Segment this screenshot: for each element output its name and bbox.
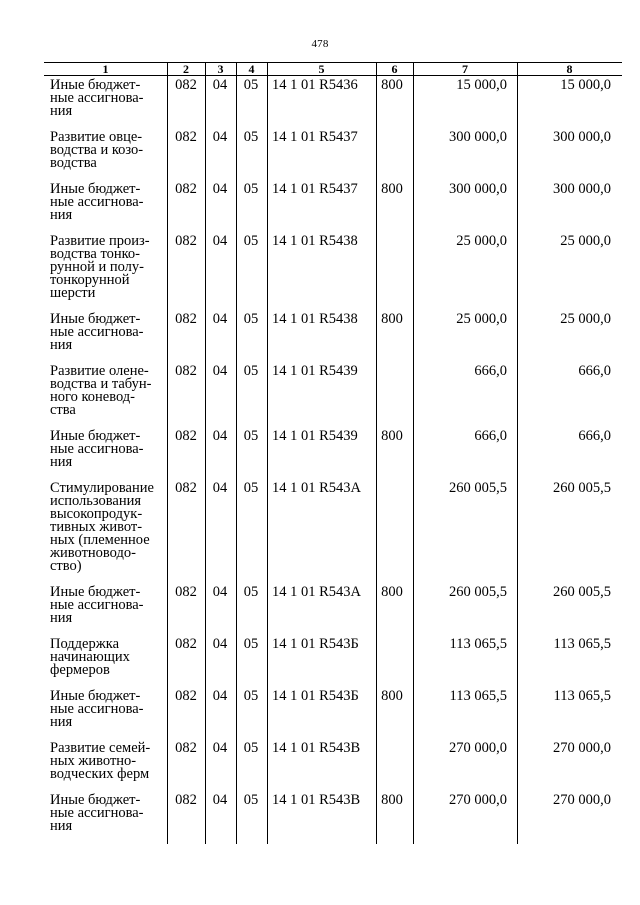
row-value8-cell: 270 000,0 (553, 792, 611, 808)
row-col3-cell: 04 (212, 311, 228, 327)
row-code-cell: 14 1 01 R5437 (272, 181, 358, 197)
row-name-cell: Иные бюджет- ные ассигнова- ния (50, 688, 144, 730)
row-value7-cell: 113 065,5 (449, 688, 507, 704)
row-col2-cell: 082 (175, 480, 197, 496)
row-name-cell: Поддержка начинающих фермеров (50, 636, 130, 678)
row-col4-cell: 05 (243, 363, 259, 379)
row-col3-cell: 04 (212, 480, 228, 496)
row-col2-cell: 082 (175, 740, 197, 756)
row-col2-cell: 082 (175, 77, 197, 93)
row-value8-cell: 300 000,0 (553, 129, 611, 145)
row-col4-cell: 05 (243, 636, 259, 652)
row-value7-cell: 25 000,0 (456, 233, 507, 249)
row-name-cell: Стимулирование использования высокопродук- тивных живот- ных (племенное животноводо- ство) (50, 480, 154, 574)
row-value7-cell: 25 000,0 (456, 311, 507, 327)
row-name-cell: Иные бюджет- ные ассигнова- ния (50, 77, 144, 119)
row-value7-cell: 300 000,0 (449, 181, 507, 197)
column-divider (267, 62, 268, 844)
column-divider (376, 62, 377, 844)
row-col4-cell: 05 (243, 688, 259, 704)
row-col3-cell: 04 (212, 636, 228, 652)
row-name-cell: Развитие овце- водства и козо- водства (50, 129, 144, 171)
row-code-cell: 14 1 01 R5437 (272, 129, 358, 145)
row-code-cell: 14 1 01 R543Б (272, 636, 359, 652)
row-value7-cell: 270 000,0 (449, 740, 507, 756)
row-col4-cell: 05 (243, 792, 259, 808)
header-col-3: 3 (217, 62, 224, 76)
row-col4-cell: 05 (243, 584, 259, 600)
row-name-cell: Иные бюджет- ные ассигнова- ния (50, 311, 144, 353)
row-col4-cell: 05 (243, 428, 259, 444)
header-col-4: 4 (248, 62, 255, 76)
row-col6-cell: 800 (381, 311, 403, 327)
row-col3-cell: 04 (212, 584, 228, 600)
row-code-cell: 14 1 01 R543A (272, 480, 362, 496)
budget-table (44, 62, 622, 844)
row-col3-cell: 04 (212, 428, 228, 444)
column-divider (205, 62, 206, 844)
row-col3-cell: 04 (212, 688, 228, 704)
column-divider (236, 62, 237, 844)
row-col3-cell: 04 (212, 181, 228, 197)
row-name-cell: Развитие олене- водства и табун- ного коневод- ства (50, 363, 152, 418)
row-code-cell: 14 1 01 R5438 (272, 233, 358, 249)
row-value8-cell: 260 005,5 (553, 584, 611, 600)
row-value8-cell: 260 005,5 (553, 480, 611, 496)
row-code-cell: 14 1 01 R5436 (272, 77, 358, 93)
header-col-8: 8 (566, 62, 573, 76)
row-col2-cell: 082 (175, 181, 197, 197)
row-name-cell: Развитие семей- ных животно- водческих ферм (50, 740, 151, 782)
row-name-cell: Иные бюджет- ные ассигнова- ния (50, 428, 144, 470)
row-col4-cell: 05 (243, 77, 259, 93)
row-col3-cell: 04 (212, 233, 228, 249)
row-col3-cell: 04 (212, 363, 228, 379)
row-code-cell: 14 1 01 R5439 (272, 363, 358, 379)
row-col6-cell: 800 (381, 584, 403, 600)
column-divider (517, 62, 518, 844)
row-col4-cell: 05 (243, 129, 259, 145)
row-value7-cell: 666,0 (474, 428, 507, 444)
row-value7-cell: 260 005,5 (449, 480, 507, 496)
row-code-cell: 14 1 01 R5439 (272, 428, 358, 444)
row-code-cell: 14 1 01 R543Б (272, 688, 359, 704)
row-col3-cell: 04 (212, 77, 228, 93)
row-col2-cell: 082 (175, 233, 197, 249)
row-col4-cell: 05 (243, 740, 259, 756)
row-col2-cell: 082 (175, 129, 197, 145)
row-value7-cell: 113 065,5 (449, 636, 507, 652)
row-value7-cell: 260 005,5 (449, 584, 507, 600)
row-col2-cell: 082 (175, 584, 197, 600)
page-number: 478 (311, 38, 329, 50)
row-col2-cell: 082 (175, 428, 197, 444)
row-value7-cell: 666,0 (474, 363, 507, 379)
row-name-cell: Иные бюджет- ные ассигнова- ния (50, 584, 144, 626)
row-value8-cell: 300 000,0 (553, 181, 611, 197)
row-value7-cell: 15 000,0 (456, 77, 507, 93)
row-name-cell: Иные бюджет- ные ассигнова- ния (50, 792, 144, 834)
row-col3-cell: 04 (212, 740, 228, 756)
row-col2-cell: 082 (175, 688, 197, 704)
header-col-2: 2 (183, 62, 189, 76)
row-col4-cell: 05 (243, 480, 259, 496)
row-value7-cell: 300 000,0 (449, 129, 507, 145)
header-col-5: 5 (318, 62, 325, 76)
row-col3-cell: 04 (212, 129, 228, 145)
row-col6-cell: 800 (381, 77, 403, 93)
row-col2-cell: 082 (175, 636, 197, 652)
row-value8-cell: 666,0 (578, 363, 611, 379)
row-value8-cell: 25 000,0 (560, 233, 611, 249)
column-divider (413, 62, 414, 844)
row-col4-cell: 05 (243, 233, 259, 249)
row-name-cell: Развитие произ- водства тонко- рунной и полу- тонкорунной шерсти (50, 233, 150, 301)
row-value8-cell: 666,0 (578, 428, 611, 444)
row-col6-cell: 800 (381, 428, 403, 444)
row-value8-cell: 113 065,5 (553, 636, 611, 652)
row-col4-cell: 05 (243, 181, 259, 197)
header-col-6: 6 (391, 62, 398, 76)
row-col6-cell: 800 (381, 792, 403, 808)
row-col6-cell: 800 (381, 181, 403, 197)
row-value8-cell: 15 000,0 (560, 77, 611, 93)
row-code-cell: 14 1 01 R5438 (272, 311, 358, 327)
row-col2-cell: 082 (175, 363, 197, 379)
row-col2-cell: 082 (175, 792, 197, 808)
row-value8-cell: 113 065,5 (553, 688, 611, 704)
row-value7-cell: 270 000,0 (449, 792, 507, 808)
row-code-cell: 14 1 01 R543В (272, 792, 361, 808)
row-value8-cell: 270 000,0 (553, 740, 611, 756)
row-code-cell: 14 1 01 R543В (272, 740, 361, 756)
row-col4-cell: 05 (243, 311, 259, 327)
header-col-7: 7 (462, 62, 468, 76)
row-col6-cell: 800 (381, 688, 403, 704)
row-col2-cell: 082 (175, 311, 197, 327)
row-name-cell: Иные бюджет- ные ассигнова- ния (50, 181, 144, 223)
header-col-1: 1 (102, 62, 109, 76)
row-code-cell: 14 1 01 R543A (272, 584, 362, 600)
row-col3-cell: 04 (212, 792, 228, 808)
table-header-row (44, 62, 622, 76)
row-value8-cell: 25 000,0 (560, 311, 611, 327)
